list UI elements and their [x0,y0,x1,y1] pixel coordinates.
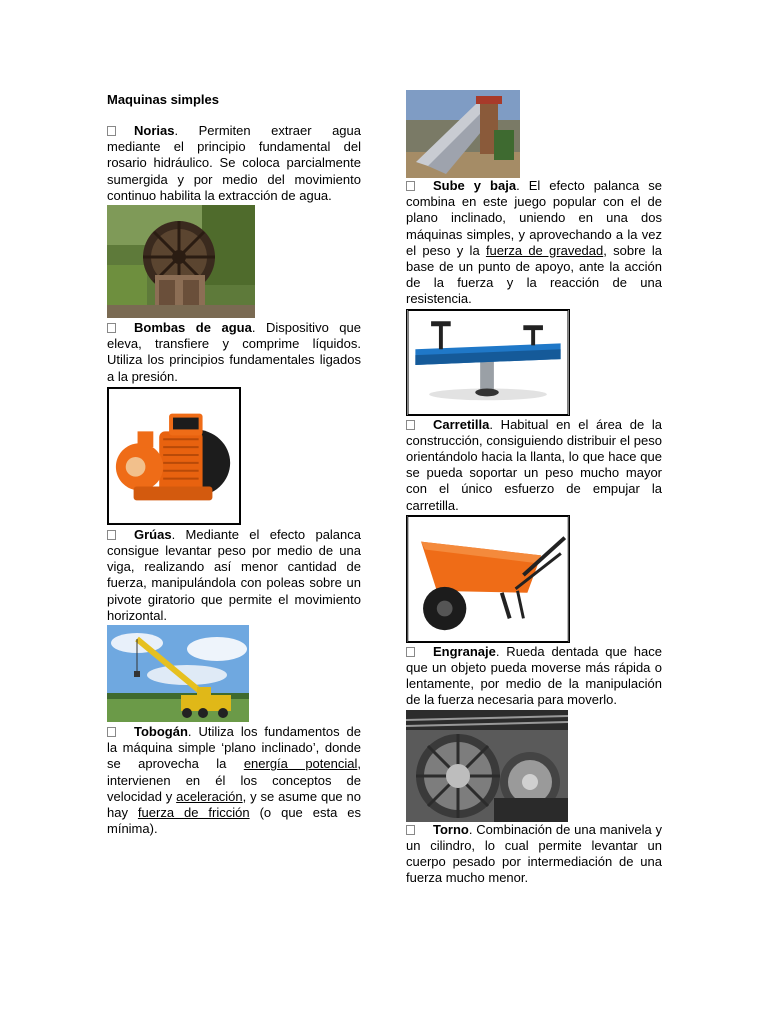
item-norias [107,123,361,204]
link-fuerza-de-gravedad[interactable]: fuerza de gravedad [485,242,604,258]
item-term: Torno [433,821,469,837]
bullet-icon [406,825,415,835]
bullet-icon [107,530,116,540]
bullet-icon [107,126,116,136]
item-term: Norias [134,123,175,138]
wheelbarrow-photo [406,515,570,643]
slide-photo [406,90,520,178]
bullet-icon [406,420,415,430]
item-tobogan [107,724,361,837]
item-text: . Utiliza los fundamentos de la máquina simple ‘plano inclinado’, donde se aprovecha la [107,724,361,772]
item-text: , y se asume que no hay [107,788,361,821]
item-text: . El efecto palanca se combina en este juego popular con el de plano inclinado, uniendo en una dos máquinas simples, y aprovechando a la vez el peso y la [406,178,662,258]
item-term: Tobogán [134,724,188,740]
link-energia-potencial[interactable]: energía potencial [243,756,358,772]
item-term: Engranaje [433,643,496,659]
item-bombas [107,320,361,385]
item-carretilla [406,417,662,514]
item-text: . Rueda dentada que hace que un objeto pueda moverse más rápida o lentamente, por medio de la manipulación de la fuerza necesaria para moverlo. [406,643,662,708]
item-text: . Habitual en el área de la construcción, consiguiendo distribuir el peso orientándolo hacia la llanta, lo que hace que se pueda soportar un peso mucho mayor con el único esfuerzo de empujar la carretilla. [406,416,662,513]
item-text: . Permiten extraer agua mediante el principio fundamental del rosario hidráulico. Se coloca parcialmente sumergida y por medio del movimiento continuo habilita la extracción de agua. [107,123,361,203]
item-text: . Combinación de una manivela y un cilindro, lo cual permite levantar un cuerpo pesado por intermediación de una fuerza mucho menor. [406,821,662,886]
crane-photo [107,625,249,722]
page-title: Maquinas simples [107,92,219,107]
right-column [406,90,662,886]
item-gruas [107,527,361,624]
item-text: (o que esta es mínima). [107,805,361,837]
bullet-icon [406,647,415,657]
water-wheel-photo [107,205,255,318]
bullet-icon [406,181,415,191]
item-text: , sobre la base de un punto de apoyo, ante la acción de la fuerza y la reacción de una resistencia. [406,242,662,307]
item-term: Carretilla [433,416,490,432]
item-term: Sube y baja [433,178,517,193]
item-text: . Mediante el efecto palanca consigue levantar peso por medio de una viga, realizando así menor cantidad de fuerza, manipulándola con poleas sobre un pivote giratorio que permite el movimiento horizontal. [107,526,361,623]
link-fuerza-de-friccion[interactable]: fuerza de fricción [137,805,250,821]
gears-photo [406,710,568,822]
item-torno [406,822,662,887]
seesaw-photo [406,309,570,416]
left-column [107,123,361,837]
bullet-icon [107,323,116,333]
water-pump-photo [107,387,241,525]
link-aceleracion[interactable]: aceleración [176,788,243,804]
item-term: Bombas de agua [134,320,252,336]
item-text: , intervienen en él los conceptos de velocidad y [107,756,361,804]
item-sube-y-baja [406,178,662,308]
bullet-icon [107,727,116,737]
item-text: . Dispositivo que eleva, transfiere y comprime líquidos. Utiliza los principios fundamentales ligados a la presión. [107,320,361,384]
item-engranaje [406,644,662,709]
item-term: Grúas [134,526,172,542]
